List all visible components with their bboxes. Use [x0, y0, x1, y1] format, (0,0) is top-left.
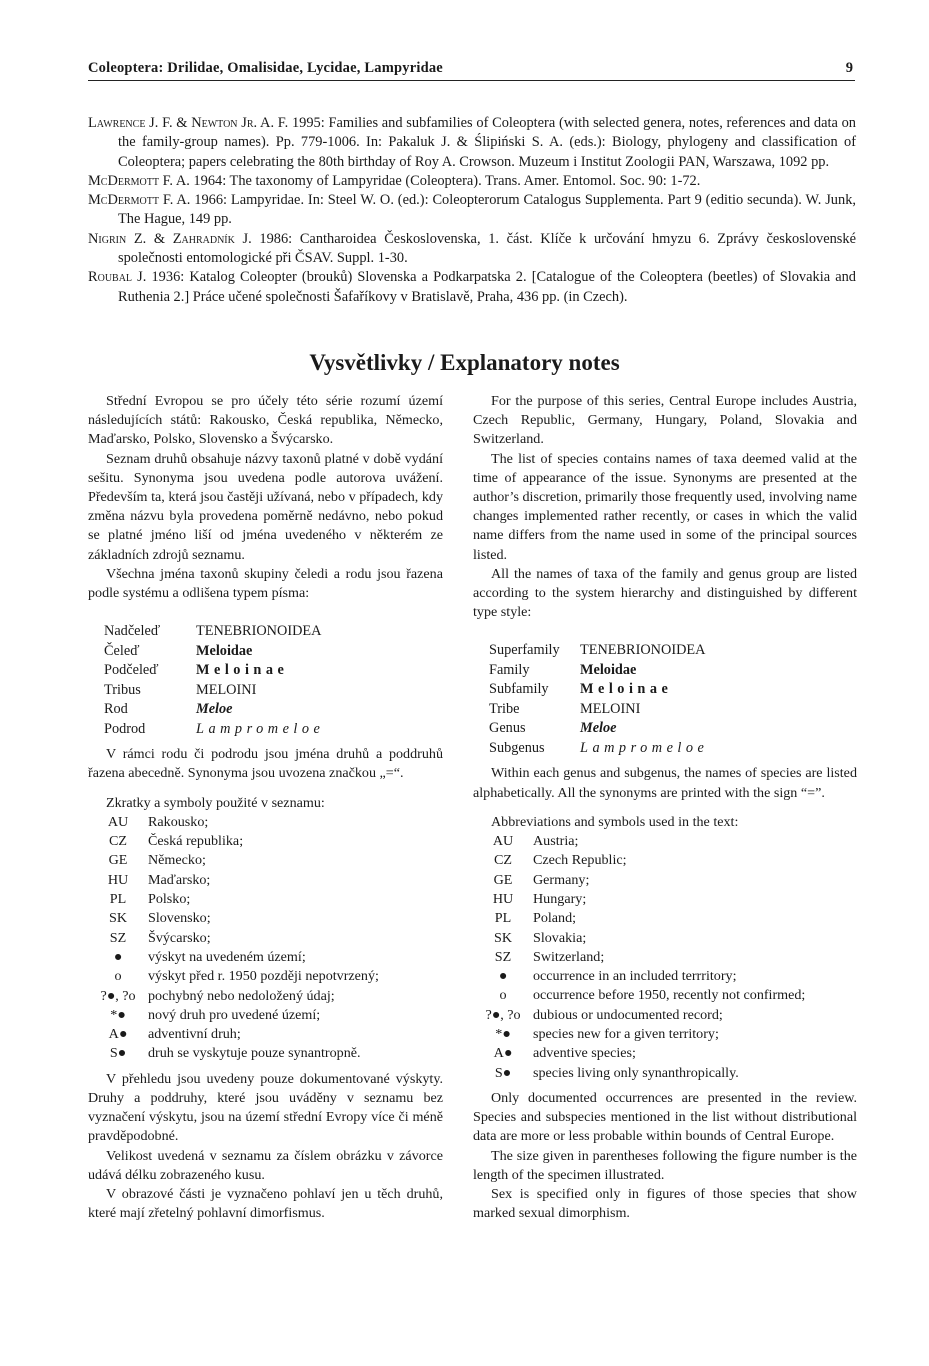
abbr-text: Německo; — [148, 852, 206, 869]
abbreviations-intro: Zkratky a symboly použité v seznamu: — [106, 794, 325, 811]
abbr-code: S● — [109, 1045, 127, 1062]
abbr-code: SK — [493, 929, 513, 946]
reference-item — [88, 191, 856, 230]
abbr-row — [473, 929, 805, 948]
running-title: Coleoptera: Drilidae, Omalisidae, Lycidae, Lampyridae — [88, 60, 443, 76]
reference-item — [88, 172, 856, 191]
taxa-row — [104, 661, 324, 681]
taxa-row — [489, 661, 708, 681]
page-number: 9 — [845, 60, 853, 76]
abbr-row — [88, 1006, 379, 1025]
reference-text: 1964: The taxonomy of Lampyridae (Coleoptera). Trans. Amer. Entomol. Soc. 90: 1-72. — [193, 172, 701, 189]
abbr-code: ● — [113, 948, 123, 965]
abbr-code: ?●, ?o — [485, 1006, 521, 1023]
taxon-name: Meloinae — [580, 681, 673, 698]
abbr-row — [473, 1006, 805, 1025]
taxa-hierarchy-table — [489, 641, 708, 758]
taxa-hierarchy-table — [104, 622, 324, 739]
abbr-code: SZ — [109, 929, 127, 946]
section-title: Vysvětlivky / Explanatory notes — [309, 350, 620, 375]
abbr-row — [473, 851, 805, 870]
abbr-row — [88, 967, 379, 986]
abbr-text: Švýcarsko; — [148, 929, 211, 946]
czech-column — [88, 392, 443, 1223]
abbreviations-table — [88, 813, 379, 1064]
abbr-text: Germany; — [533, 871, 590, 888]
english-column — [473, 392, 857, 1223]
taxon-rank: Nadčeleď — [104, 623, 161, 640]
reference-authors: Roubal J. — [88, 269, 147, 286]
abbr-text: dubious or undocumented record; — [533, 1006, 723, 1023]
taxon-name: TENEBRIONOIDEA — [580, 642, 706, 659]
taxon-rank: Subfamily — [489, 681, 549, 698]
abbr-text: occurrence in an included terrritory; — [533, 968, 737, 985]
abbr-text: nový druh pro uvedené území; — [148, 1006, 321, 1023]
abbr-row — [88, 1025, 379, 1044]
taxa-row — [104, 700, 324, 720]
abbr-code: AU — [492, 833, 514, 850]
abbr-text: výskyt na uvedeném území; — [148, 948, 306, 965]
abbr-text: pochybný nebo nedoložený údaj; — [148, 987, 335, 1004]
taxon-name: TENEBRIONOIDEA — [196, 623, 322, 640]
taxon-name: MELOINI — [580, 700, 641, 717]
paragraph: Within each genus and subgenus, the names of species are listed alphabetically. All the synonyms are printed with the sign “=”. — [473, 765, 857, 801]
abbr-text: species living only synanthropically. — [533, 1064, 739, 1081]
abbr-row — [473, 986, 805, 1005]
taxon-rank: Čeleď — [104, 642, 140, 659]
abbr-row — [473, 967, 805, 986]
reference-authors: Lawrence J. F. & Newton Jr. A. F. — [88, 115, 289, 131]
abbr-row — [88, 890, 379, 909]
abbr-row — [473, 871, 805, 890]
abbr-code: HU — [107, 871, 129, 888]
taxon-rank: Tribe — [489, 700, 520, 717]
reference-item — [88, 114, 856, 172]
abbr-code: PL — [109, 891, 127, 908]
abbr-code: SK — [108, 910, 128, 927]
paragraph: All the names of taxa of the family and genus group are listed according to the system hierarchy and distinguished by different type style: — [473, 565, 857, 621]
abbr-code: *● — [495, 1026, 511, 1043]
reference-authors: Nigrin Z. & Zahradník J. — [88, 230, 252, 247]
paragraph: V rámci rodu či podrodu jsou jména druhů a poddruhů řazena abecedně. Synonyma jsou uvozena značkou „=“. — [88, 746, 443, 782]
reference-text: 1966: Lampyridae. In: Steel W. O. (ed.): Coleopterorum Catalogus Supplementa. Part 9 (editio secunda). W. Junk, The Hague, 149 pp. — [118, 192, 856, 228]
reference-list — [88, 114, 856, 307]
taxa-row — [489, 700, 708, 720]
paragraph: Sex is specified only in figures of those species that show marked sexual dimorphism. — [473, 1185, 857, 1222]
abbr-code: o — [114, 968, 122, 985]
taxon-name: Meloe — [196, 701, 233, 718]
abbr-code: ● — [498, 968, 508, 985]
paragraph: For the purpose of this series, Central Europe includes Austria, Czech Republic, Germany, Hungary, Poland, Slovakia and Switzerland. — [473, 393, 857, 448]
abbr-code: CZ — [108, 833, 127, 850]
abbr-code: S● — [494, 1064, 512, 1081]
abbr-code: A● — [108, 1026, 128, 1043]
paragraph: Střední Evropou se pro účely této série rozumí území následujících států: Rakousko, Česká republika, Německo, Maďarsko, Polsko, Slovensko a Švýcarsko. — [88, 393, 443, 448]
paragraph: The list of species contains names of taxa deemed valid at the time of appearance of the issue. Synonyms are presented at the author’s discretion, primarily those frequently used, involving name changes implemented rather recently, or cases in which the valid name differs from the name used in some of the principal sources listed. — [473, 450, 857, 563]
abbr-row — [88, 948, 379, 967]
abbr-text: druh se vyskytuje pouze synantropně. — [148, 1045, 361, 1062]
abbr-row — [473, 1044, 805, 1063]
abbr-text: adventive species; — [533, 1045, 636, 1062]
reference-text: 1995: Families and subfamilies of Coleoptera (with selected genera, notes, references and data on the family-group names). Pp. 779-1006. In: Pakaluk J. & Ślipiński S. A. (eds.): Biology, phylogeny and classification of Coleoptera; papers celebrating the 80th birthday of Roy A. Crowson. Muzeum i Institut Zoologii PAN, Warszawa, 1092 pp. — [118, 115, 856, 170]
abbr-text: species new for a given territory; — [533, 1026, 719, 1043]
paragraph: Všechna jména taxonů skupiny čeledi a rodu jsou řazena podle systému a odlišena typem písma: — [88, 565, 443, 602]
abbr-text: Polsko; — [148, 891, 191, 908]
abbr-text: Poland; — [533, 910, 577, 927]
abbr-row — [473, 948, 805, 967]
taxon-rank: Rod — [104, 701, 128, 718]
taxon-name: Meloidae — [580, 661, 637, 678]
reference-authors: McDermott F. A. — [88, 172, 190, 189]
paragraph: Velikost uvedená v seznamu za číslem obrázku v závorce udává délku zobrazeného kusu. — [88, 1147, 443, 1183]
reference-item — [88, 230, 856, 269]
abbr-row — [473, 890, 805, 909]
taxon-name: Lampromeloe — [580, 739, 709, 756]
abbr-text: Switzerland; — [533, 948, 605, 965]
abbr-row — [88, 987, 379, 1006]
abbreviations-table — [473, 832, 805, 1083]
abbr-text: Rakousko; — [148, 813, 209, 830]
abbr-text: Hungary; — [533, 890, 587, 907]
taxa-row — [104, 720, 324, 740]
taxon-rank: Genus — [489, 720, 526, 737]
taxa-row — [489, 641, 708, 661]
abbreviations-intro: Abbreviations and symbols used in the text: — [491, 813, 739, 830]
running-header — [88, 60, 855, 81]
abbr-row — [88, 909, 379, 928]
taxon-rank: Family — [489, 661, 530, 678]
abbr-text: výskyt před r. 1950 později nepotvrzený; — [148, 968, 379, 985]
abbr-row — [473, 1025, 805, 1044]
abbr-row — [88, 832, 379, 851]
abbr-code: GE — [493, 871, 513, 888]
taxon-rank: Superfamily — [489, 642, 560, 659]
paragraph: Seznam druhů obsahuje názvy taxonů platné v době vydání sešitu. Synonyma jsou uvedena podle autorova uvážení. Především ta, která jsou častěji užívaná, nebo v případech, kdy změna názvu byla provedena poměrně nedávno, nebo pokud se platné jméno liší od jména uvedeného v některém ze základních zdrojů seznamu. — [88, 450, 443, 563]
paragraph: The size given in parentheses following the figure number is the length of the specimen illustrated. — [473, 1147, 857, 1183]
abbr-code: SZ — [494, 948, 512, 965]
paragraph: V přehledu jsou uvedeny pouze dokumentované výskyty. Druhy a poddruhy, které jsou uváděny v seznamu bez vyznačení výskytu, jsou na území střední Evropy více či méně pravděpodobné. — [88, 1070, 443, 1145]
abbr-text: Česká republika; — [148, 833, 244, 850]
abbr-text: occurrence before 1950, recently not confirmed; — [533, 987, 806, 1004]
abbr-row — [473, 832, 805, 851]
taxa-row — [489, 739, 708, 759]
taxa-row — [104, 622, 324, 642]
abbr-code: PL — [494, 910, 512, 927]
taxon-rank: Tribus — [104, 681, 141, 698]
abbr-code: AU — [107, 813, 129, 830]
taxon-rank: Podčeleď — [104, 662, 159, 679]
abbr-text: adventivní druh; — [148, 1026, 241, 1043]
abbr-code: A● — [493, 1045, 513, 1062]
reference-item — [88, 268, 856, 307]
abbr-row — [88, 871, 379, 890]
taxon-name: Meloe — [580, 720, 617, 737]
abbr-code: o — [499, 987, 507, 1004]
abbr-text: Austria; — [533, 833, 579, 850]
taxa-row — [104, 642, 324, 662]
paragraph: Only documented occurrences are presented in the review. Species and subspecies mentioned in the list without distributional data are more or less probable within bounds of Central Europe. — [473, 1089, 857, 1145]
abbr-row — [473, 909, 805, 928]
taxa-row — [489, 719, 708, 739]
reference-text: 1986: Cantharoidea Československa, 1. část. Klíče k určování hmyzu 6. Zprávy československé společnosti entomologické při ČSAV. Suppl. 1-30. — [118, 230, 856, 267]
abbr-code: ?●, ?o — [100, 987, 136, 1004]
paragraph: V obrazové části je vyznačeno pohlaví jen u těch druhů, které mají zřetelný pohlavní dimorfismus. — [88, 1185, 443, 1222]
abbr-row — [88, 929, 379, 948]
abbr-text: Czech Republic; — [533, 852, 627, 869]
taxa-row — [489, 680, 708, 700]
taxon-name: Meloidae — [196, 642, 253, 659]
abbr-row — [88, 813, 379, 832]
reference-authors: McDermott F. A. — [88, 192, 191, 209]
abbr-code: *● — [110, 1006, 126, 1023]
taxa-row — [104, 681, 324, 701]
abbr-row — [88, 1044, 379, 1063]
abbr-code: CZ — [493, 852, 512, 869]
abbr-row — [88, 851, 379, 870]
taxon-name: Meloinae — [196, 662, 289, 679]
reference-text: 1936: Katalog Coleopter (brouků) Slovenska a Podkarpatska 2. [Catalogue of the Coleoptera (beetles) of Slovakia and Ruthenia 2.] Práce učené společnosti Šafaříkovy v Bratislavě, Praha, 436 pp. (in Czech). — [118, 269, 856, 305]
abbr-row — [473, 1064, 805, 1083]
taxon-rank: Subgenus — [489, 739, 545, 756]
abbr-code: GE — [108, 852, 128, 869]
taxon-name: Lampromeloe — [196, 720, 325, 737]
taxon-name: MELOINI — [196, 681, 257, 698]
taxon-rank: Podrod — [104, 720, 146, 737]
abbr-code: HU — [492, 890, 514, 907]
abbr-text: Slovakia; — [533, 929, 587, 946]
abbr-text: Maďarsko; — [148, 871, 211, 888]
abbr-text: Slovensko; — [148, 910, 211, 927]
